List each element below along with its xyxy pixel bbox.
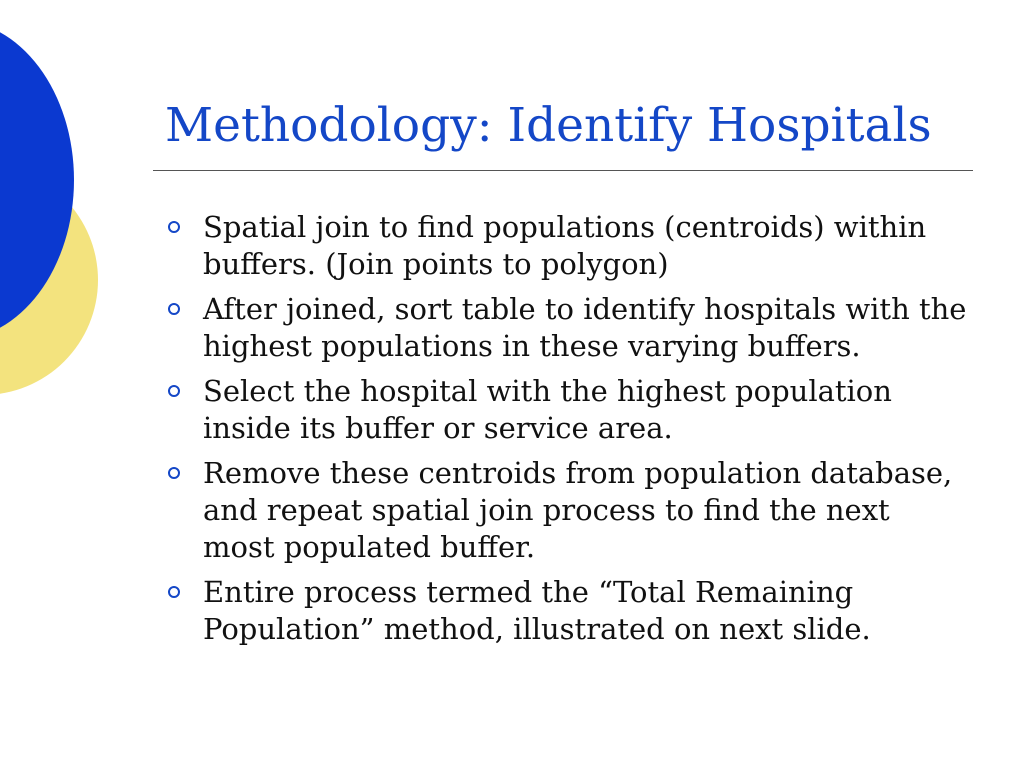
hollow-circle-bullet-icon — [168, 221, 180, 233]
bullet-item — [160, 373, 970, 447]
bullet-item — [160, 209, 970, 283]
title-divider — [153, 170, 973, 171]
bullet-text: Entire process termed the “Total Remaining Population” method, illustrated on next slide. — [203, 575, 871, 646]
bullet-list — [160, 209, 970, 656]
bullet-item — [160, 455, 970, 566]
hollow-circle-bullet-icon — [168, 586, 180, 598]
bullet-item — [160, 574, 970, 648]
bullet-text: After joined, sort table to identify hospitals with the highest populations in these varying buffers. — [203, 292, 967, 363]
bullet-text: Remove these centroids from population database, and repeat spatial join process to find the next most populated buffer. — [203, 456, 953, 564]
slide-title: Methodology: Identify Hospitals — [165, 98, 932, 153]
bullet-item — [160, 291, 970, 365]
bullet-text: Select the hospital with the highest population inside its buffer or service area. — [203, 374, 892, 445]
hollow-circle-bullet-icon — [168, 303, 180, 315]
hollow-circle-bullet-icon — [168, 467, 180, 479]
bullet-text: Spatial join to find populations (centroids) within buffers. (Join points to polygon) — [203, 210, 927, 281]
hollow-circle-bullet-icon — [168, 385, 180, 397]
